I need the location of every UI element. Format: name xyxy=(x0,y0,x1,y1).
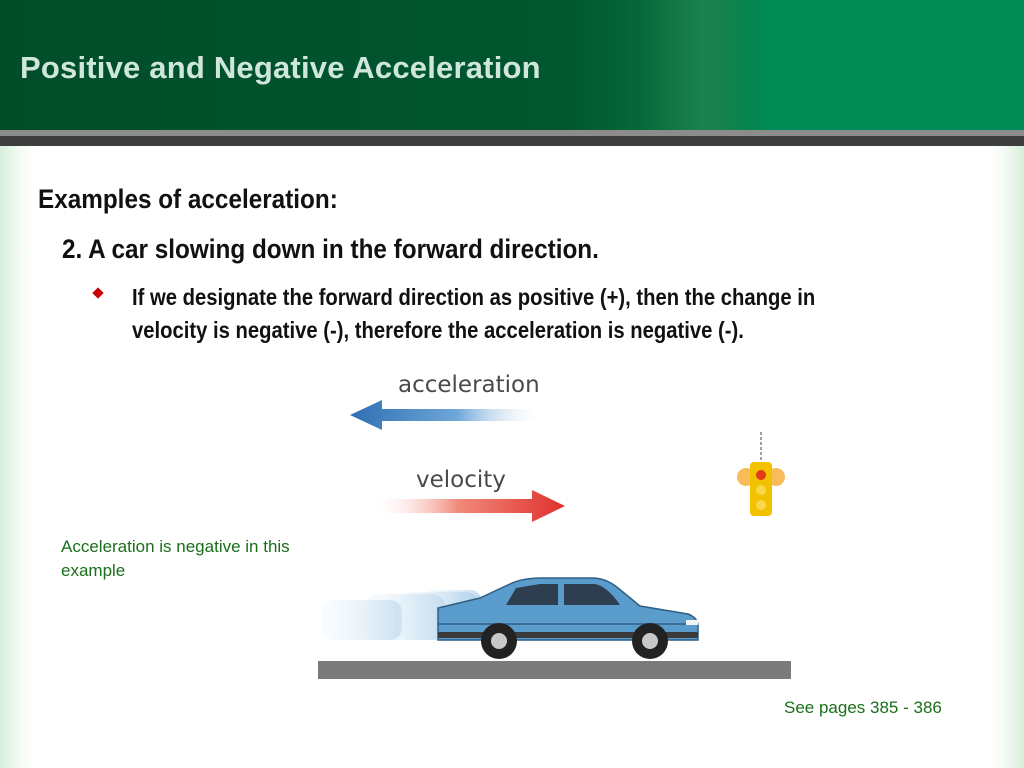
slide-heading: Examples of acceleration: xyxy=(38,184,338,214)
velocity-label: velocity xyxy=(416,467,506,493)
acceleration-label: acceleration xyxy=(398,372,540,398)
figure-caption: Acceleration is negative in this example xyxy=(61,537,290,580)
car-deceleration-figure xyxy=(310,362,810,692)
acceleration-arrow xyxy=(350,400,545,430)
traffic-light-icon xyxy=(737,432,785,516)
page-reference: See pages 385 - 386 xyxy=(784,698,942,717)
title-banner xyxy=(0,0,1024,130)
example-item: 2. A car slowing down in the forward direction. xyxy=(62,234,599,264)
banner-highlight xyxy=(640,0,750,130)
velocity-arrow xyxy=(370,490,565,522)
right-border-decoration xyxy=(990,146,1024,768)
car-icon xyxy=(438,578,698,659)
bullet-text: If we designate the forward direction as positive (+), then the change in velocity is negative (-), therefore the acceleration is negative (-). xyxy=(132,284,816,343)
diamond-bullet-icon xyxy=(92,287,103,298)
road xyxy=(318,661,791,679)
slide-title: Positive and Negative Acceleration xyxy=(20,50,541,85)
header-divider-dark xyxy=(0,136,1024,146)
left-border-decoration xyxy=(0,146,34,768)
